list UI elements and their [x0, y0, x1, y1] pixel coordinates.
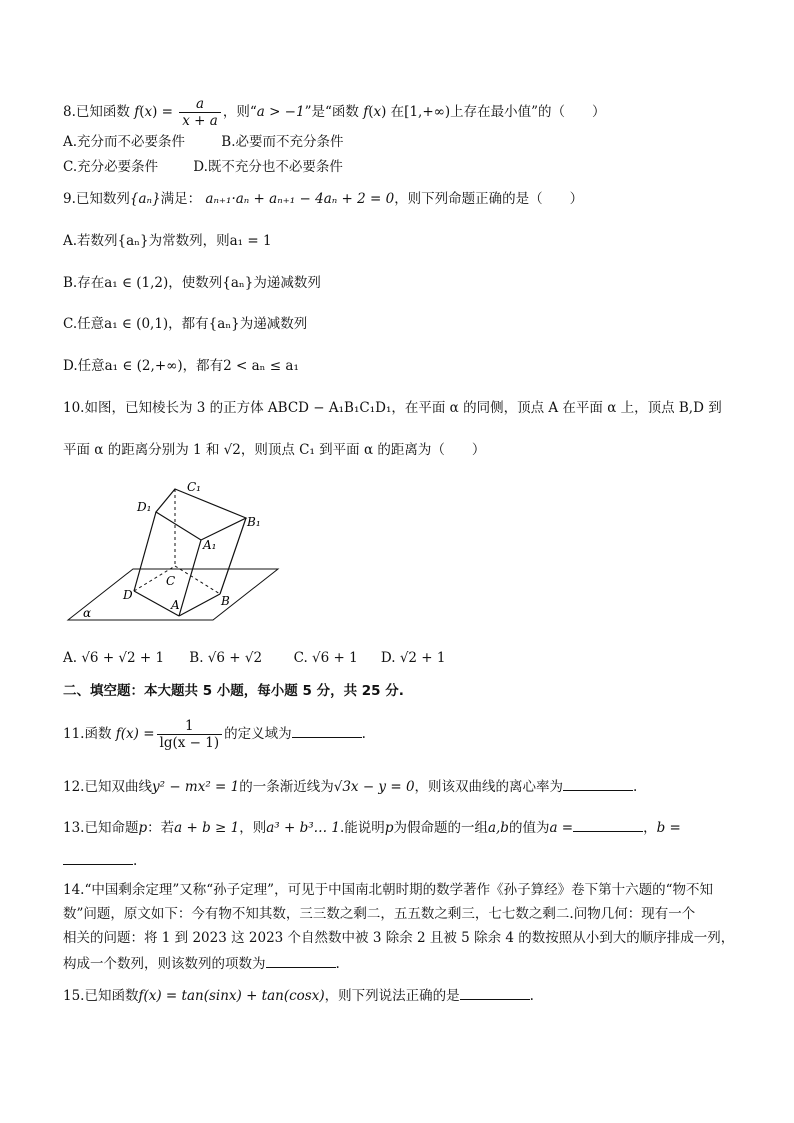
label-c1: C₁	[187, 480, 201, 494]
q13-line2: .	[63, 850, 137, 871]
q13-stem: 13.已知命题p：若a + b ≥ 1，则a³ + b³… 1.能说明p为假命题的一组a,b的值为a = ，b =	[63, 817, 681, 838]
q11-fraction: $\frac{1}{\lg(x - 1)}$	[157, 718, 223, 751]
q10-option-d[interactable]: D. √2 + 1	[380, 650, 446, 666]
q11-stem: 11.函数 f(x) = $\frac{1}{\lg(x - 1)}$ 的定义域为 .	[63, 718, 366, 751]
label-a1: A₁	[203, 538, 217, 552]
q9-stem: 9.已知数列{aₙ}满足： aₙ₊₁·aₙ + aₙ₊₁ − 4aₙ + 2 = 0，则下列命题正确的是（ ）	[63, 191, 584, 207]
label-b1: B₁	[247, 515, 261, 529]
q15-stem: 15.已知函数f(x) = tan(sinx) + tan(cosx)，则下列说法正确的是 .	[63, 985, 534, 1006]
q10-stem-line1: 10.如图，已知棱长为 3 的正方体 ABCD − A₁B₁C₁D₁，在平面 α 的同侧，顶点 A 在平面 α 上，顶点 B,D 到	[63, 400, 722, 416]
q10-option-c[interactable]: C. √6 + 1	[293, 650, 358, 666]
q9-option-a[interactable]: A.若数列{aₙ}为常数列，则a₁ = 1	[63, 233, 272, 249]
q8-stem: 8.已知函数 f(x) = $\frac{a}{x + a}$ ，则“a > −1”是“函数 f(x) 在[1,+∞)上存在最小值”的（ ）	[63, 96, 606, 129]
q12-answer-blank[interactable]	[563, 776, 633, 791]
section-heading: 二、填空题：本大题共 5 小题，每小题 5 分，共 25 分.	[63, 683, 404, 699]
q13-answer-blank-a[interactable]	[573, 817, 643, 832]
label-b: B	[221, 594, 230, 608]
label-d1: D₁	[137, 500, 152, 514]
q8-option-c[interactable]: C.充分必要条件	[63, 159, 159, 175]
q10-option-a[interactable]: A. √6 + √2 + 1	[63, 650, 165, 666]
q14-line2: 数”问题，原文如下：今有物不知其数，三三数之剩二，五五数之剩三，七七数之剩二.问物几何：现有一个	[63, 906, 696, 922]
q12-stem: 12.已知双曲线y² − mx² = 1的一条渐近线为√3x − y = 0，则该双曲线的离心率为 .	[63, 776, 637, 797]
label-d: D	[123, 588, 133, 602]
label-alpha: α	[83, 606, 92, 620]
label-c: C	[166, 574, 176, 588]
q8-option-d[interactable]: D.既不充分也不必要条件	[193, 159, 343, 175]
q9-option-d[interactable]: D.任意a₁ ∈ (2,+∞)，都有2 < aₙ ≤ a₁	[63, 358, 299, 374]
q9-option-b[interactable]: B.存在a₁ ∈ (1,2)，使数列{aₙ}为递减数列	[63, 275, 321, 291]
q14-line3: 相关的问题：将 1 到 2023 这 2023 个自然数中被 3 除余 2 且被 5 除余 4 的数按照从小到大的顺序排成一列，	[63, 930, 735, 946]
cube-figure	[63, 474, 293, 626]
q11-answer-blank[interactable]	[292, 723, 362, 738]
q8-function: f(x) = $\frac{a}{x + a}$	[134, 104, 223, 120]
q8-option-a[interactable]: A.充分而不必要条件	[63, 134, 186, 150]
q10-stem-line2: 平面 α 的距离分别为 1 和 √2，则顶点 C₁ 到平面 α 的距离为（ ）	[63, 442, 486, 458]
q10-options	[63, 648, 446, 668]
q13-answer-blank-b[interactable]	[63, 850, 133, 865]
q8-options-row1	[63, 132, 344, 152]
q8-options-row2	[63, 157, 343, 177]
q14-line4: 构成一个数列，则该数列的项数为 .	[63, 953, 340, 974]
label-a: A	[171, 598, 180, 612]
q8-option-b[interactable]: B.必要而不充分条件	[221, 134, 344, 150]
q9-option-c[interactable]: C.任意a₁ ∈ (0,1)，都有{aₙ}为递减数列	[63, 316, 308, 332]
q14-answer-blank[interactable]	[266, 953, 336, 968]
q15-answer-blank[interactable]	[460, 985, 530, 1000]
q14-line1: 14.“中国剩余定理”又称“孙子定理”，可见于中国南北朝时期的数学著作《孙子算经》卷下第十六题的“物不知	[63, 882, 713, 898]
q10-option-b[interactable]: B. √6 + √2	[189, 650, 263, 666]
